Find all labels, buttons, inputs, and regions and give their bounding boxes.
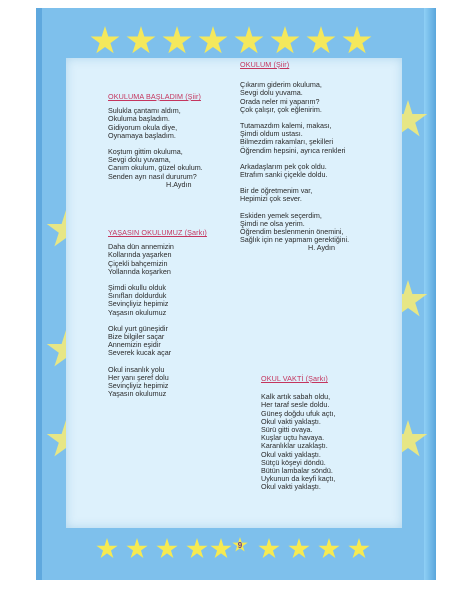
poem-line: Şimdi oldum ustası. (240, 129, 303, 139)
poem-line: Okul yurt güneşidir (108, 323, 168, 333)
poem-line: Annemizin eşidir (108, 340, 161, 350)
poem-title: OKULUMA BAŞLADIM (Şiir) (108, 92, 201, 101)
poem-line: Kalk artık sabah oldu, (261, 392, 331, 402)
poem-line: Güneş doğdu ufuk açtı, (261, 408, 336, 418)
poem-line: Bize bilgiler saçar (108, 332, 165, 342)
poem-line: Severek kucak açar (108, 348, 172, 358)
poem-title: OKULUM (Şiir) (240, 60, 290, 69)
poem-line: Sevgi dolu yuvama. (240, 88, 303, 98)
poem-line: Orada neler mi yaparım? (240, 96, 320, 106)
poem-line: Okuluma başladım. (108, 114, 170, 124)
poem-line: Koştum gittim okuluma, (108, 147, 183, 157)
poem-line: Şimdi ne olsa yerim. (240, 218, 305, 228)
poem-line: Kollarında yaşarken (108, 250, 172, 260)
poem-author: H.Aydın (166, 179, 192, 189)
poem-line: Öğrendim beslenmenin önemini, (240, 227, 344, 237)
poem-line: Çok çalışır, çok eğlenirim. (240, 104, 322, 114)
stanza (108, 284, 258, 317)
stanza (240, 122, 400, 155)
poem-line: Canım okulum, güzel okulum. (108, 163, 203, 173)
stanza (108, 148, 258, 189)
poem-line: Karanlıklar uzaklaştı. (261, 441, 328, 451)
poem-line: Bilmezdim rakamları, şekilleri (240, 137, 334, 147)
poem-line: Gidiyorum okula diye, (108, 122, 178, 132)
stanza (240, 163, 400, 179)
poem-line: Sütçü köşeyi döndü. (261, 457, 326, 467)
poem-line: Kuşlar uçtu havaya. (261, 433, 325, 443)
poem-line: Sürü gitti ovaya. (261, 425, 313, 435)
poem-line: Hepimizi çok sever. (240, 194, 302, 204)
poem-line: Okul vakti yaklaştı. (261, 416, 321, 426)
stanza (108, 366, 258, 399)
poem-line: Öğrendim hepsini, ayrıca renkleri (240, 145, 346, 155)
right-column (240, 61, 400, 261)
stanza (240, 212, 400, 253)
poem-line: Arkadaşlarım pek çok oldu. (240, 161, 327, 171)
poem-line: Yollarında koşarken (108, 266, 171, 276)
poem-line: Çiçekli bahçemizin (108, 258, 168, 268)
poem-line: Daha dün annemizin (108, 242, 174, 252)
poem-author: H. Aydın (308, 243, 336, 253)
poem-line: Her taraf sesle doldu. (261, 400, 330, 410)
stanza (108, 325, 258, 358)
frame-left-edge (36, 8, 42, 580)
poem-line: Her yanı şeref dolu (108, 372, 169, 382)
poem-line: Sulukla çantamı aldım, (108, 106, 181, 116)
poem-line: Sevgi dolu yuvama, (108, 155, 171, 165)
poem-line: Etrafım sanki çiçekle doldu. (240, 170, 328, 180)
page-number: 9 (232, 537, 248, 553)
poem-line: Okul vakti yaklaştı. (261, 482, 321, 492)
poem-line: Sevinçliyiz hepimiz (108, 381, 169, 391)
poem-line: Bütün lambalar söndü. (261, 466, 333, 476)
stanza (240, 187, 400, 203)
poem-line: Oynamaya başladım. (108, 130, 176, 140)
poem-line: Yaşasın okulumuz (108, 307, 167, 317)
poem-line: Okul vakti yaklaştı. (261, 449, 321, 459)
left-column (108, 93, 258, 406)
poem-title: YAŞASIN OKULUMUZ (Şarkı) (108, 228, 207, 238)
poem-line: Uykunun da keyfi kaçtı, (261, 474, 336, 484)
poem-line: Okul insanlık yolu (108, 364, 165, 374)
poem-line: Çıkarım giderim okuluma, (240, 80, 322, 90)
poem-line: Senden ayrı nasıl dururum? (108, 171, 197, 181)
poem-line: Sağlık için ne yapmam gerektiğini. (240, 235, 350, 245)
poem-line: Eskiden yemek seçerdim, (240, 210, 322, 220)
poem-line: Yaşasın okulumuz (108, 389, 167, 399)
poem-line: Tutamazdım kalemi, makası, (240, 121, 332, 131)
poem-line: Şimdi okullu olduk (108, 283, 166, 293)
poem-title: OKUL VAKTİ (Şarkı) (261, 374, 328, 383)
poem-line: Sevinçliyiz hepimiz (108, 299, 169, 309)
okul-vakti-section (261, 375, 411, 492)
poem-line: Bir de öğretmenim var, (240, 186, 313, 196)
stanza (240, 81, 400, 114)
stanza (108, 107, 258, 140)
poem-line: Sınıfları doldurduk (108, 291, 167, 301)
stanza (108, 243, 258, 276)
